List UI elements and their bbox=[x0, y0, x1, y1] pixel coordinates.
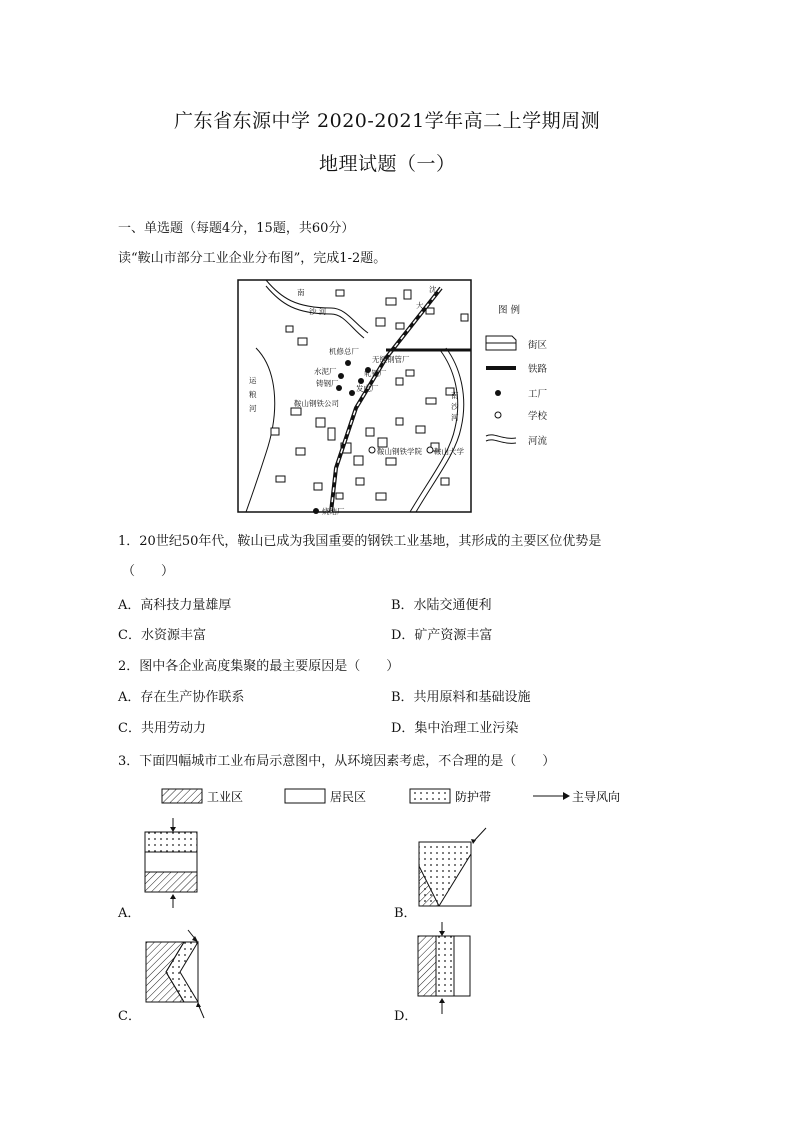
diagram-legend bbox=[160, 784, 640, 810]
q3-option-d: D． bbox=[394, 1009, 418, 1024]
legend-street: 街区 bbox=[528, 340, 548, 351]
q1-stem-paren: （ ） bbox=[122, 564, 175, 579]
q2-option-a: A．存在生产协作联系 bbox=[118, 690, 245, 705]
map-label-nanshahe-3: 河 bbox=[451, 413, 459, 422]
q1-option-b: B．水陆交通便利 bbox=[391, 598, 492, 613]
q1-option-d: D．矿产资源丰富 bbox=[391, 628, 493, 643]
map-label-wufeng: 无缝钢管厂 bbox=[372, 355, 410, 364]
map-label-angang-xy: 鞍山钢铁学院 bbox=[377, 447, 422, 456]
map-label-nanshahe-2: 沙 bbox=[451, 402, 459, 411]
map-label-ankeda: 鞍山大学 bbox=[434, 447, 464, 456]
q3-option-a: A． bbox=[118, 906, 141, 921]
legend-industrial-swatch bbox=[162, 789, 202, 803]
map-label-shuini: 水泥厂 bbox=[314, 367, 337, 376]
legend-railway: 铁路 bbox=[528, 364, 548, 375]
legend-protective-swatch bbox=[410, 789, 450, 803]
map-label-sha-he: 沙 河 bbox=[309, 307, 327, 316]
q2-option-d: D．集中治理工业污染 bbox=[391, 721, 519, 736]
map-label-he-left: 河 bbox=[249, 404, 257, 413]
map-label-fadian: 发电厂 bbox=[356, 384, 379, 393]
map-frame bbox=[238, 280, 471, 512]
map-label-zhugang: 铸钢厂 bbox=[316, 379, 339, 388]
legend-river: 河流 bbox=[528, 436, 548, 447]
q1-option-c: C．水资源丰富 bbox=[118, 628, 206, 643]
legend-title: 图 例 bbox=[498, 305, 521, 316]
diagram-b bbox=[410, 826, 490, 910]
section-intro: 读“鞍山市部分工业企业分布图”，完成1-2题。 bbox=[118, 251, 387, 266]
legend-railway-swatch bbox=[486, 366, 516, 370]
q2-option-b: B．共用原料和基础设施 bbox=[391, 690, 531, 705]
map-label-yun: 运 bbox=[249, 376, 257, 385]
document-title-line2: 地理试题（一） bbox=[319, 153, 456, 175]
map-label-rr2: 大 bbox=[416, 301, 424, 310]
legend-river-swatch bbox=[486, 435, 516, 443]
map-label-shaojie: 烧结厂 bbox=[322, 507, 345, 516]
legend-residential: 居民区 bbox=[330, 790, 367, 804]
document-title-line1: 广东省东源中学 2020-2021学年高二上学期周测 bbox=[174, 110, 601, 132]
diagram-d bbox=[412, 922, 476, 1018]
map-label-angang: 鞍山钢铁公司 bbox=[294, 399, 339, 408]
map-label-zhaye: 轧钢厂 bbox=[364, 369, 387, 378]
anshan-industry-map bbox=[236, 278, 576, 516]
section-heading: 一、单选题（每题4分，15题，共60分） bbox=[118, 221, 355, 236]
legend-factory: 工厂 bbox=[528, 389, 548, 400]
legend-residential-swatch bbox=[285, 789, 325, 803]
legend-industrial: 工业区 bbox=[207, 790, 244, 804]
map-label-rr1: 沈 bbox=[429, 285, 437, 294]
legend-wind: 主导风向 bbox=[572, 790, 621, 804]
q2-stem: 2．图中各企业高度集聚的最主要原因是（ ） bbox=[118, 659, 400, 674]
legend-school: 学校 bbox=[528, 411, 548, 422]
map-label-liang: 粮 bbox=[249, 390, 257, 399]
map-label-nan: 南 bbox=[297, 288, 305, 297]
diagram-c bbox=[140, 928, 210, 1020]
q3-option-c: C． bbox=[118, 1009, 141, 1024]
q2-option-c: C．共用劳动力 bbox=[118, 721, 206, 736]
legend-school-swatch bbox=[495, 412, 501, 418]
map-legend bbox=[486, 304, 548, 447]
q1-option-a: A．高科技力量雄厚 bbox=[118, 598, 232, 613]
q1-stem: 1．20世纪50年代，鞍山已成为我国重要的钢铁工业基地，其形成的主要区位优势是 bbox=[118, 534, 602, 549]
q3-option-b: B． bbox=[394, 906, 417, 921]
q3-stem: 3．下面四幅城市工业布局示意图中，从环境因素考虑，不合理的是（ ） bbox=[118, 754, 556, 769]
map-label-nanshahe-1: 南 bbox=[451, 391, 459, 400]
legend-factory-swatch bbox=[495, 390, 501, 396]
legend-protective: 防护带 bbox=[455, 790, 492, 804]
map-label-jixiu: 机修总厂 bbox=[329, 347, 359, 356]
diagram-a bbox=[140, 818, 200, 910]
